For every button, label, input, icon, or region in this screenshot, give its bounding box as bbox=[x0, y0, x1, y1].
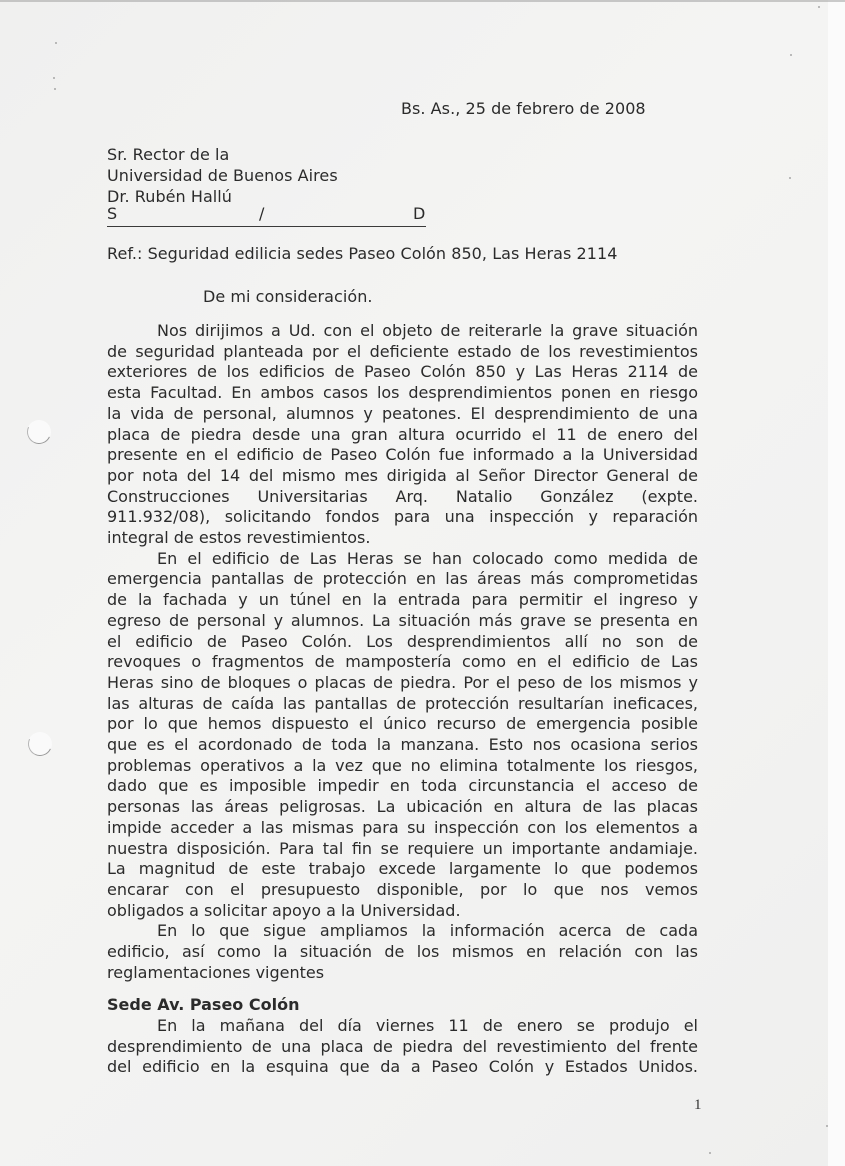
salutation-d: D bbox=[413, 204, 426, 223]
paragraph-3-line: En lo que sigue ampliamos la información acerca de cada bbox=[157, 921, 698, 941]
paragraph-1-line: 911.932/08), solicitando fondos para una inspección y reparación bbox=[107, 507, 698, 527]
scan-speck bbox=[53, 77, 55, 79]
paragraph-2-line: encarar con el presupuesto disponible, por lo que nos vemos bbox=[107, 879, 698, 899]
paragraph-2-line: el edificio de Paseo Colón. Los desprendimientos allí no son de bbox=[107, 631, 698, 651]
scan-speck bbox=[818, 6, 820, 8]
section-paragraph-line: En la mañana del día viernes 11 de enero se produjo el bbox=[157, 1016, 698, 1035]
paragraph-3-line: reglamentaciones vigentes bbox=[107, 962, 325, 982]
paragraph-2-line: La magnitud de este trabajo excede largamente lo que podemos bbox=[107, 859, 698, 879]
paragraph-2-line: dado que es imposible impedir en toda circunstancia el acceso de bbox=[107, 776, 698, 796]
salutation-s: S bbox=[107, 204, 118, 223]
greeting: De mi consideración. bbox=[203, 287, 373, 306]
paragraph-2-line: problemas operativos a la vez que no elimina totalmente los riesgos, bbox=[107, 755, 698, 775]
paragraph-2-line: que es el acordonado de toda la manzana. Esto nos ocasiona serios bbox=[107, 735, 698, 754]
scan-speck bbox=[709, 1152, 711, 1154]
paragraph-1-line: esta Facultad. En ambos casos los desprendimientos ponen en riesgo bbox=[107, 383, 698, 403]
paragraph-2-line: egreso de personal y alumnos. La situación más grave se presenta en bbox=[107, 610, 698, 630]
scan-speck bbox=[55, 42, 57, 44]
scan-speck bbox=[789, 177, 791, 179]
paragraph-2-line: emergencia pantallas de protección en las áreas más comprometidas bbox=[107, 569, 698, 589]
paragraph-1-line: Nos dirijimos a Ud. con el objeto de reiterarle la grave situación bbox=[157, 321, 698, 340]
paragraph-1-line: de seguridad planteada por el deficiente estado de los revestimientos bbox=[107, 341, 698, 361]
paragraph-2-line: de la fachada y un túnel en la entrada para permitir el ingreso y bbox=[107, 590, 698, 610]
page-number: 1 bbox=[694, 1097, 702, 1113]
section-paragraph-line: desprendimiento de una placa de piedra del revestimiento del frente bbox=[107, 1036, 698, 1056]
paragraph-1-line: Construcciones Universitarias Arq. Natalio González (expte. bbox=[107, 486, 698, 506]
paragraph-2-line: Heras sino de bloques o placas de piedra. Por el peso de los mismos y bbox=[107, 672, 698, 692]
paragraph-3-line: edificio, así como la situación de los mismos en relación con las bbox=[107, 942, 698, 961]
paragraph-2-line: revoques o fragmentos de mampostería como en el edificio de Las bbox=[107, 652, 698, 672]
date-line: Bs. As., 25 de febrero de 2008 bbox=[401, 99, 646, 118]
reference-line: Ref.: Seguridad edilicia sedes Paseo Colón 850, Las Heras 2114 bbox=[107, 244, 618, 263]
salutation-slash: / bbox=[259, 204, 265, 223]
paragraph-2-line: por lo que hemos dispuesto el único recurso de emergencia posible bbox=[107, 714, 698, 734]
paragraph-2-line: personas las áreas peligrosas. La ubicación en altura de las placas bbox=[107, 797, 698, 817]
scan-speck bbox=[826, 1125, 828, 1127]
scan-speck bbox=[54, 88, 56, 90]
scan-top-edge bbox=[0, 0, 845, 2]
recipient-title: Sr. Rector de la bbox=[107, 145, 230, 164]
recipient-institution: Universidad de Buenos Aires bbox=[107, 166, 338, 185]
paragraph-1-line: la vida de personal, alumnos y peatones. El desprendimiento de una bbox=[107, 403, 698, 423]
paragraph-1-line: exteriores de los edificios de Paseo Colón 850 y Las Heras 2114 de bbox=[107, 362, 698, 382]
recipient-name: Dr. Rubén Hallú bbox=[107, 187, 232, 206]
paragraph-2-line: impide acceder a las mismas para su inspección con los elementos a bbox=[107, 817, 698, 837]
scan-edge-strip bbox=[828, 0, 845, 1166]
paragraph-1-line: presente en el edificio de Paseo Colón fue informado a la Universidad bbox=[107, 445, 698, 465]
paragraph-1-line: placa de piedra desde una gran altura ocurrido el 11 de enero del bbox=[107, 424, 698, 444]
section-paragraph-line: del edificio en la esquina que da a Paseo Colón y Estados Unidos. bbox=[107, 1057, 698, 1077]
paragraph-2-line: nuestra disposición. Para tal fin se requiere un importante andamiaje. bbox=[107, 838, 698, 858]
paragraph-2-line: las alturas de caída las pantallas de protección resultarían ineficaces, bbox=[107, 693, 698, 713]
scan-speck bbox=[790, 54, 792, 56]
paragraph-2-line: En el edificio de Las Heras se han colocado como medida de bbox=[157, 548, 698, 568]
paragraph-1-line: integral de estos revestimientos. bbox=[107, 528, 371, 547]
paragraph-2-line: obligados a solicitar apoyo a la Universidad. bbox=[107, 900, 461, 920]
salutation-sd-line bbox=[107, 204, 426, 227]
paragraph-1-line: por nota del 14 del mismo mes dirigida al Señor Director General de bbox=[107, 465, 698, 485]
section-heading: Sede Av. Paseo Colón bbox=[107, 995, 300, 1014]
